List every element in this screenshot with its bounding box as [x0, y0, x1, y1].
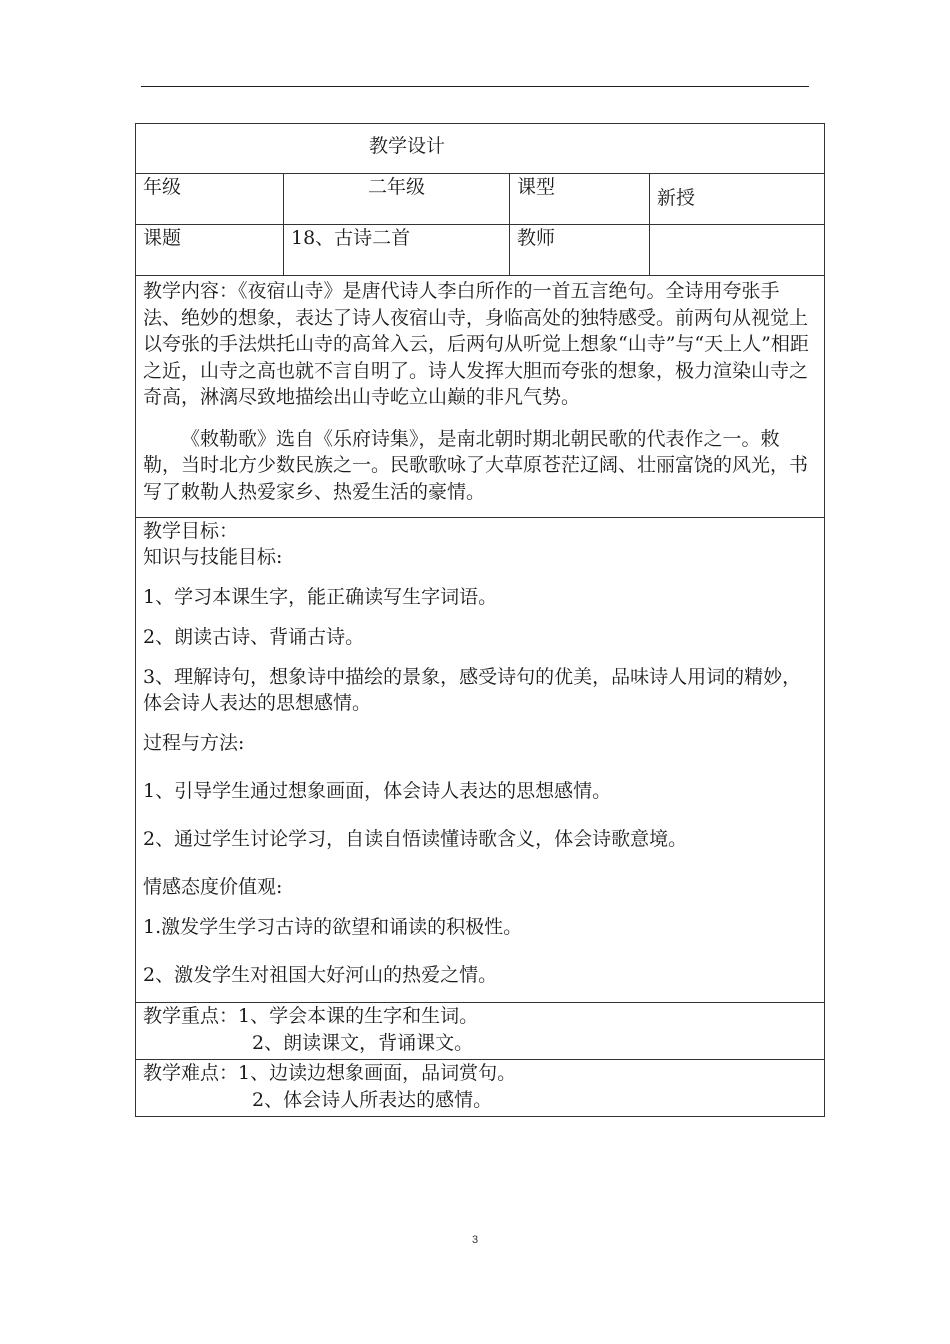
type-value: 新授	[657, 187, 696, 209]
goals-heading: 教学目标：	[143, 520, 239, 542]
key-points-line-2: 2、朗读课文，背诵课文。	[252, 1032, 474, 1054]
grade-value: 二年级	[367, 176, 425, 198]
knowledge-item-3: 3、理解诗句，想象诗中描绘的景象，感受诗句的优美，品味诗人用词的精妙，体会诗人表达的思想感情。	[143, 666, 802, 714]
emotion-heading: 情感态度价值观:	[143, 876, 283, 898]
topic-label: 课题	[136, 225, 284, 276]
teaching-goals-cell	[136, 518, 825, 1003]
table-title-cell	[136, 124, 825, 174]
teacher-value	[650, 225, 825, 276]
difficult-points-line-2: 2、体会诗人所表达的感情。	[252, 1089, 493, 1111]
knowledge-heading: 知识与技能目标:	[143, 546, 283, 568]
difficult-points-cell	[136, 1060, 825, 1117]
difficult-points-line-1: 教学难点：1、边读边想象画面，品词赏句。	[143, 1062, 517, 1084]
grade-label: 年级	[136, 174, 284, 225]
teaching-content-para-2: 《敕勒歌》选自《乐府诗集》，是南北朝时期北朝民歌的代表作之一。敕勒，当时北方少数民族之一。民歌歌咏了大草原苍茫辽阔、壮丽富饶的风光，书写了敕勒人热爱家乡、热爱生活的豪情。	[143, 427, 809, 503]
page-number: 3	[471, 1234, 479, 1246]
knowledge-item-1: 1、学习本课生字，能正确读写生字词语。	[143, 586, 498, 608]
teacher-label: 教师	[510, 225, 650, 276]
emotion-item-1: 1.激发学生学习古诗的欲望和诵读的积极性。	[143, 916, 523, 938]
process-heading: 过程与方法:	[143, 732, 245, 754]
type-label: 课型	[510, 174, 650, 225]
key-points-line-1: 教学重点：1、学会本课的生字和生词。	[143, 1005, 479, 1027]
teaching-content-cell	[136, 276, 825, 518]
topic-value: 18、古诗二首	[284, 225, 510, 276]
type-value-cell	[650, 174, 825, 225]
key-points-cell	[136, 1003, 825, 1060]
knowledge-item-2: 2、朗读古诗、背诵古诗。	[143, 626, 365, 648]
header-rule	[141, 86, 809, 87]
process-item-2: 2、通过学生讨论学习，自读自悟读懂诗歌含义，体会诗歌意境。	[143, 828, 688, 850]
grade-value-cell	[284, 174, 510, 225]
table-title: 教学设计	[369, 135, 446, 157]
emotion-item-2: 2、激发学生对祖国大好河山的热爱之情。	[143, 964, 498, 986]
teaching-content-para-1: 教学内容：《夜宿山寺》是唐代诗人李白所作的一首五言绝句。全诗用夸张手法、绝妙的想象，表达了诗人夜宿山寺，身临高处的独特感受。前两句从视觉上以夸张的手法烘托山寺的高耸入云，后两句从听觉上想象“山寺”与“天上人”相距之近，山寺之高也就不言自明了。诗人发挥大胆而夸张的想象，极力渲染山寺之奇高，淋漓尽致地描绘出山寺屹立山巅的非凡气势。	[143, 280, 809, 408]
process-item-1: 1、引导学生通过想象画面，体会诗人表达的思想感情。	[143, 780, 612, 802]
lesson-plan-table	[135, 123, 825, 1117]
